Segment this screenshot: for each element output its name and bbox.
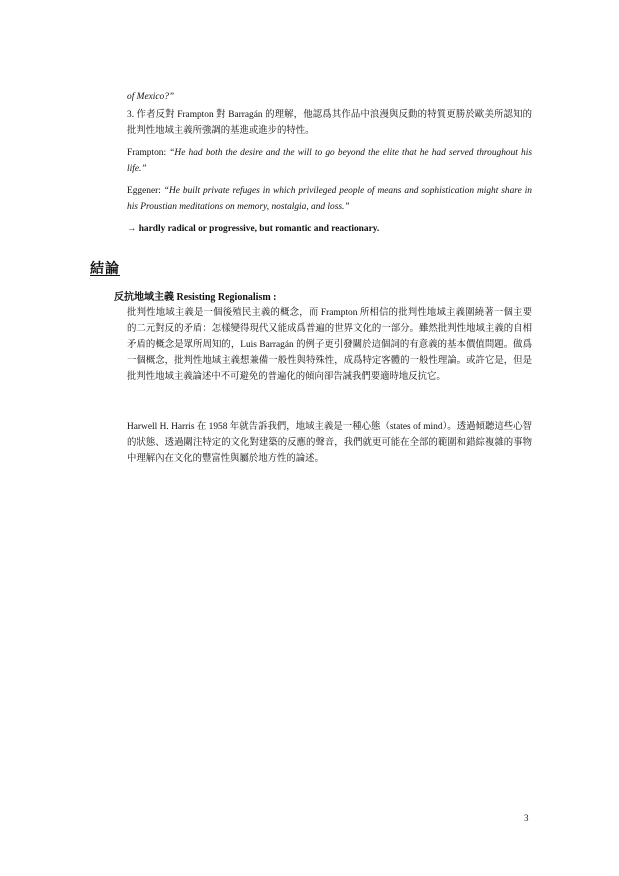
paragraph-harris: Harwell H. Harris 在 1958 年就告訴我們，地域主義是一種心態（states of mind）。透過傾聽這些心智的狀態、透過關注特定的文化對建築的反應的聲音，我們就更可能在全部的範圍和錯綜複雜的事物中理解內在文化的豐富性與屬於地方性的論述。 [127, 422, 532, 464]
frampton-quote-paragraph [127, 145, 532, 177]
question-continuation: of Mexico?” [127, 92, 175, 102]
conclusion-arrow-line: → hardly radical or progressive, but romantic and reactionary. [127, 224, 380, 234]
section-subtitle: 反抗地域主義 Resisting Regionalism : [114, 292, 277, 303]
eggener-quote: “He built private refuges in which privileged people of means and sophistication might share in his Proustian meditations on memory, nostalgia, and loss.” [127, 186, 532, 212]
eggener-label: Eggener: [127, 186, 164, 196]
frampton-label: Frampton: [127, 148, 170, 158]
paragraph-critical-regionalism: 批判性地域主義是一個後殖民主義的概念，而 Frampton 所相信的批判性地域主義圍繞著一個主要的二元對反的矛盾：怎樣變得現代又能成爲普遍的世界文化的一部分。雖然批判性地域主義的自相矛盾的概念是眾所周知的，Luis Barragán 的例子更引發關於這個詞的有意義的基本價值問題。做爲一個概念，批判性地域主義想兼備一般性與特殊性，成爲特定客體的一般性理論。或許它是，但是批判性地域主義論述中不可避免的普遍化的傾向卻告誡我們要適時地反抗它。 [127, 308, 532, 382]
frampton-quote: “He had both the desire and the will to go beyond the elite that he had served throughout his life.” [127, 148, 532, 174]
eggener-quote-paragraph [127, 183, 532, 215]
section-title: 結論 [90, 262, 120, 277]
point-3-paragraph: 3. 作者反對 Frampton 對 Barragán 的理解，他認爲其作品中浪漫與反動的特質更勝於歐美所認知的批判性地域主義所強調的基進或進步的特性。 [127, 110, 532, 136]
page-number: 3 [524, 813, 529, 823]
